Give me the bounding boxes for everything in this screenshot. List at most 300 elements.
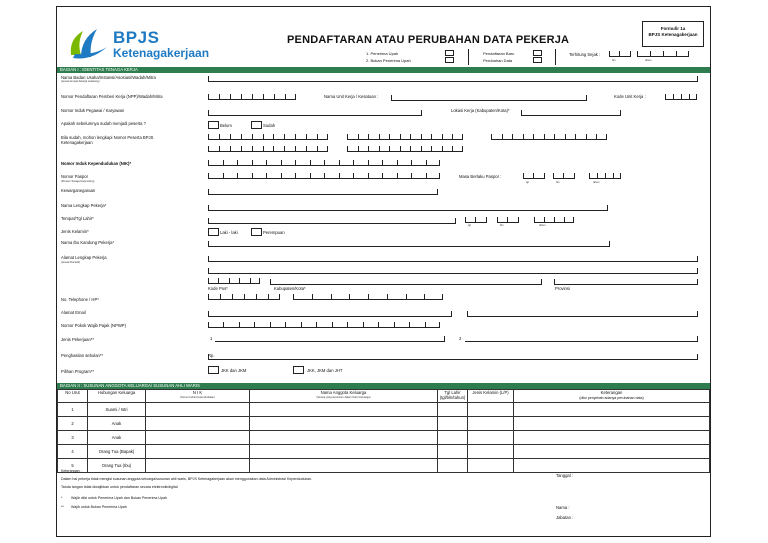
table-row [58,403,710,417]
label-ibu-kandung: Nama Ibu Kandung Pekerja* [61,240,115,245]
segment-tick [368,146,369,151]
segment-tick [347,146,348,151]
row-jenis-kelamin-cell[interactable] [468,431,514,445]
segment-tick [327,146,328,151]
row-nik-cell[interactable] [146,445,250,459]
field-edge [586,95,587,100]
checkbox-jkk-jkm-jht[interactable] [293,366,304,374]
field-edge [208,218,209,223]
segment-tick [512,134,513,139]
field-edge [697,354,698,359]
segment-tick [421,146,422,151]
segment-tick [284,146,285,151]
footer-note1: Wajib diisi untuk Penerima Upah dan Bukan Penerima Upah [71,496,167,500]
masa-bln-field[interactable] [553,174,575,179]
form-code-box [642,21,704,47]
col-nama-sub: (Sesuai yang tercantum dalam Kartu Keluarga) [316,395,371,399]
segment-tick [295,173,296,178]
field-edge [697,279,698,284]
col-nama [250,390,438,403]
email-field-1[interactable] [208,316,452,317]
segment-tick [665,94,666,99]
divider [555,49,556,65]
kewarganegaraan-field[interactable] [208,194,438,195]
checkbox-perempuan[interactable] [251,228,262,236]
rp-prefix: Rp. [208,353,215,358]
row-nama-cell[interactable] [250,417,438,431]
segment-tick [223,160,224,165]
segment-tick [426,173,427,178]
label-jenis-pekerjaan: Jenis Pekerjaan** [61,337,95,342]
label-alamat-sub: (sesuai Domisili) [61,261,81,264]
row-keterangan-cell[interactable] [514,431,710,445]
segment-tick [220,294,221,299]
no-peserta-field-5[interactable] [347,147,463,152]
segment-tick [266,160,267,165]
footer-line2: Tanda tangan tidak diwajibkan untuk pendaftaran secara elektronik/digital [61,485,178,489]
segment-tick [368,134,369,139]
row-nama-cell[interactable] [250,431,438,445]
tempat-lahir-field[interactable] [208,223,456,224]
penghasilan-field[interactable] [208,359,698,360]
segment-tick [310,160,311,165]
kode-unit-field[interactable] [665,95,697,100]
segment-tick [285,94,286,99]
segment-tick [368,160,369,165]
field-edge [609,241,610,246]
segment-tick [252,160,253,165]
segment-tick [379,146,380,151]
label-sudah: Sudah [263,123,276,128]
row-tgl-lahir-cell[interactable] [438,403,468,417]
no-peserta-field-3[interactable] [491,135,607,140]
footer-note2-mark: ** [61,505,64,509]
terhitung-bln-field[interactable] [609,52,631,57]
nama-pekerja-field[interactable] [208,210,608,211]
field-edge [208,241,209,246]
signature-tanggal: Tanggal : [556,473,573,478]
segment-tick [241,94,242,99]
row-nama-cell[interactable] [250,459,438,473]
row-tgl-lahir-cell[interactable] [438,459,468,473]
pekerjaan-2-number: 2 [459,336,462,341]
segment-tick [284,134,285,139]
segment-tick [273,146,274,151]
segment-tick [439,322,440,327]
segment-tick [327,134,328,139]
segment-tick [400,146,401,151]
field-edge [451,311,452,316]
segment-tick [442,146,443,151]
row-hubungan: Suami / Istri [88,403,146,417]
label-npp: Nomor Pendaftaran Pemberi Kerja (NPP)/Wadah/Mitra [61,94,163,99]
segment-tick [229,278,230,283]
segment-tick [232,294,233,299]
checkbox-perubahan-data[interactable] [533,57,542,63]
row-nama-cell[interactable] [250,445,438,459]
col-tgl-lahir: Tgl Lahir (tgl/bln/tahun) [438,390,468,403]
segment-tick [462,134,463,139]
footer-line1: Dalam hal pekerja tidak mengisi susunan anggota keluarga/susunan ahli waris, BPJS Ketenagakerjaan akan menggunakan data Administrasi Kependudukan. [61,477,313,481]
signature-nama: Nama : [556,505,570,510]
field-edge [521,110,522,115]
segment-tick [554,134,555,139]
segment-tick [324,173,325,178]
col-jenis-kelamin: Jenis Kelamin (L/P) [468,390,514,403]
no-peserta-field-4[interactable] [208,147,328,152]
field-edge [208,311,209,316]
label-pernah-peserta: Apakah sebelumnya sudah menjadi peserta ? [61,121,146,126]
segment-tick [301,322,302,327]
segment-tick [295,160,296,165]
segment-tick [230,134,231,139]
footer-note1-mark: * [61,496,63,500]
segment-tick [237,160,238,165]
segment-tick [208,160,209,165]
lahir-tgl-field[interactable] [465,218,487,223]
row-nik-cell[interactable] [146,431,250,445]
provinsi-field[interactable] [554,284,698,285]
segment-tick [263,146,264,151]
row-no: 5 [58,459,88,473]
checkbox-sudah[interactable] [251,121,262,129]
label-provinsi: Provinsi [555,286,570,291]
checkbox-jkk-jkm[interactable] [208,366,219,374]
label-alamat: Alamat Lengkap Pekerja [61,255,107,260]
segment-tick [378,322,379,327]
terhitung-sejak-label: Terhitung Sejak : [569,52,601,57]
segment-tick [596,134,597,139]
segment-tick [252,146,253,151]
segment-tick [431,134,432,139]
tgl-caption: tgl [526,181,529,184]
segment-tick [689,94,690,99]
segment-tick [281,173,282,178]
segment-tick [208,173,209,178]
segment-tick [208,94,209,99]
segment-tick [230,146,231,151]
unit-kerja-field[interactable] [391,100,587,101]
segment-tick [368,173,369,178]
col-nik-label: N I K [192,390,203,395]
segment-tick [239,278,240,283]
row-no: 3 [58,431,88,445]
footer-note2: Wajib untuk Bukan Penerima Upah [71,505,127,509]
col-no-urut: No Urut [58,390,88,403]
segment-tick [382,160,383,165]
segment-tick [317,146,318,151]
masa-tgl-field[interactable] [523,174,545,179]
label-belum: Belum [220,123,232,128]
label-nik: Nomor Induk Kependudukan (NIK)* [61,161,132,166]
segment-tick [410,134,411,139]
row-jenis-kelamin-cell[interactable] [468,445,514,459]
row-hubungan: Orang Tua (Ibu) [88,459,146,473]
segment-tick [208,146,209,151]
field-edge [455,218,456,223]
page-title: PENDAFTARAN ATAU PERUBAHAN DATA PEKERJA [287,34,570,46]
label-laki-laki: Laki - laki [220,230,238,235]
participant-type-options [366,50,411,64]
label-lokasi-kerja: Lokasi Kerja (Kabupaten/Kota)* [451,108,510,113]
kode-pos-field[interactable] [208,279,260,284]
row-nik-cell[interactable] [146,403,250,417]
label-jenis-kelamin: Jenis Kelamin* [61,229,89,234]
field-edge [208,110,209,115]
perusahaan-field[interactable] [208,81,698,82]
field-edge [208,354,209,359]
segment-tick [223,322,224,327]
segment-tick [239,322,240,327]
kabkota-field[interactable] [270,284,542,285]
lahir-bln-field[interactable] [497,218,519,223]
segment-tick [387,294,388,299]
label-npwp: Nomor Pokok Wajib Pajak (NPWP) [61,323,126,328]
segment-tick [263,134,264,139]
alamat-field-1[interactable] [208,261,698,262]
field-edge [270,279,271,284]
field-edge [541,279,542,284]
option-perubahan-data: Perubahan Data [483,58,513,63]
checkbox-pendaftaran-baru[interactable] [533,50,542,56]
row-tgl-lahir-cell[interactable] [438,417,468,431]
section1-title: BAGIAN I : IDENTITAS TENAGA KERJA [57,67,710,73]
segment-tick [331,294,332,299]
alamat-field-2[interactable] [208,273,698,274]
field-edge [697,311,698,316]
segment-tick [270,322,271,327]
label-email: Alamat Email [61,310,86,315]
field-edge [208,268,209,273]
row-keterangan-cell[interactable] [514,459,710,473]
pekerjaan-2-field[interactable] [465,341,698,342]
segment-tick [208,134,209,139]
label-unit-kerja: Nama Unit Kerja / Kesatuan : [324,94,379,99]
segment-tick [358,134,359,139]
segment-tick [347,322,348,327]
row-jenis-kelamin-cell[interactable] [468,417,514,431]
row-nik-cell[interactable] [146,459,250,473]
signature-jabatan: Jabatan : [556,515,574,520]
label-kode-pos: Kode Pos* [208,286,228,291]
form-code: Formulir 1a [660,26,686,31]
segment-tick [218,278,219,283]
segment-tick [452,146,453,151]
terhitung-tahun-field[interactable] [637,52,689,57]
segment-tick [293,294,294,299]
bpjs-logo [67,25,237,65]
tahun-caption: tahun [593,181,600,184]
segment-tick [502,134,503,139]
field-edge [208,76,209,81]
no-peserta-field-2[interactable] [347,135,463,140]
segment-tick [439,173,440,178]
segment-tick [241,134,242,139]
field-edge [607,205,608,210]
ibu-kandung-field[interactable] [208,246,610,247]
row-nik-cell[interactable] [146,417,250,431]
row-hubungan: Orang Tua (Bapak) [88,445,146,459]
segment-tick [439,160,440,165]
checkbox-bukan-penerima-upah[interactable] [445,57,454,63]
segment-tick [397,173,398,178]
segment-tick [208,278,209,283]
footer-keterangan: Keterangan : [61,469,82,473]
segment-tick [565,134,566,139]
field-edge [437,189,438,194]
segment-tick [409,322,410,327]
row-jenis-kelamin-cell[interactable] [468,403,514,417]
segment-tick [263,94,264,99]
segment-tick [431,146,432,151]
segment-tick [208,294,209,299]
segment-tick [575,134,576,139]
row-no: 4 [58,445,88,459]
lokasi-kerja-field[interactable] [521,115,621,116]
checkbox-penerima-upah[interactable] [445,50,454,56]
paspor-field[interactable] [208,174,440,179]
bln-caption: bln [500,224,504,227]
row-tgl-lahir-cell[interactable] [438,431,468,445]
segment-tick [274,94,275,99]
segment-tick [252,173,253,178]
segment-tick [673,94,674,99]
segment-tick [406,294,407,299]
segment-tick [324,160,325,165]
segment-tick [317,134,318,139]
field-edge [421,110,422,115]
segment-tick [259,278,260,283]
segment-tick [425,322,426,327]
row-keterangan-cell[interactable] [514,445,710,459]
segment-tick [266,173,267,178]
table-row [58,417,710,431]
segment-tick [397,160,398,165]
segment-tick [285,322,286,327]
segment-tick [544,134,545,139]
segment-tick [368,294,369,299]
label-telepon: No. Telephone / HP* [61,297,99,302]
row-keterangan-cell[interactable] [514,403,710,417]
checkbox-laki-laki[interactable] [208,228,219,236]
field-edge [208,189,209,194]
nik-field[interactable] [208,161,440,166]
segment-tick [349,294,350,299]
lahir-tahun-field[interactable] [534,218,574,223]
bln-caption: bln [556,181,560,184]
segment-tick [421,134,422,139]
row-nama-cell[interactable] [250,403,438,417]
label-no-peserta: Bila sudah, mohon lengkapi Nomor Peserta BPJS Ketenagakerjaan [61,135,154,145]
field-edge [208,205,209,210]
tgl-caption: tgl [468,224,471,227]
segment-tick [316,322,317,327]
segment-tick [219,146,220,151]
row-no: 1 [58,403,88,417]
segment-tick [382,173,383,178]
segment-tick [310,173,311,178]
label-masa-berlaku: Masa Berlaku Paspor : [459,174,502,179]
segment-tick [411,173,412,178]
masa-tahun-field[interactable] [589,174,621,179]
email-field-2[interactable] [467,316,698,317]
segment-tick [410,146,411,151]
segment-tick [312,294,313,299]
label-kode-unit: Kode Unit Kerja : [614,94,646,99]
no-peserta-field-1[interactable] [208,135,328,140]
row-keterangan-cell[interactable] [514,417,710,431]
row-jenis-kelamin-cell[interactable] [468,459,514,473]
section2-title: BAGIAN II : SUSUNAN ANGGOTA KELUARGA/ SUSUNAN AHLI WARIS [57,383,710,389]
field-edge [697,268,698,273]
row-no: 2 [58,417,88,431]
segment-tick [295,146,296,151]
field-edge [554,279,555,284]
segment-tick [230,94,231,99]
checkbox-belum[interactable] [208,121,219,129]
segment-tick [389,134,390,139]
segment-tick [250,278,251,283]
segment-tick [281,160,282,165]
brand-subname: Ketenagakerjaan [113,46,210,60]
segment-tick [379,134,380,139]
telepon-field-1[interactable] [208,295,280,300]
field-edge [444,336,445,341]
row-hubungan: Anak [88,431,146,445]
table-row [58,445,710,459]
segment-tick [424,294,425,299]
segment-tick [462,146,463,151]
segment-tick [411,160,412,165]
segment-tick [273,134,274,139]
label-jkk-jkm-jht: JKK, JKM dan JHT [307,368,343,373]
col-keterangan-sub: (diisi penyebab adanya perubahan data) [579,395,644,400]
bln-caption: bln [612,59,616,62]
segment-tick [237,173,238,178]
segment-tick [241,146,242,151]
segment-tick [208,322,209,327]
brand-name: BPJS [113,28,160,47]
family-table [57,389,710,473]
row-tgl-lahir-cell[interactable] [438,445,468,459]
pekerjaan-1-number: 1 [210,336,213,341]
bpjs-logo-icon [67,25,111,61]
field-edge [697,336,698,341]
segment-tick [533,134,534,139]
label-perusahaan: Nama Badan Usaha/Instansi/Asosiasi/Wadah/Mitra [61,75,156,80]
npp-field[interactable] [208,95,296,100]
label-kewarganegaraan: Kewarganegaraan [61,188,96,193]
segment-tick [268,294,269,299]
telepon-field-2[interactable] [293,295,443,300]
row-hubungan: Anak [88,417,146,431]
nik-pegawai-field[interactable] [208,115,422,116]
registration-form [56,6,711,537]
pekerjaan-1-field[interactable] [215,341,445,342]
segment-tick [223,173,224,178]
label-ttl: Tempat/Tgl Lahir* [61,216,94,221]
label-pilihan-program: Pilihan Program** [61,369,95,374]
segment-tick [442,134,443,139]
segment-tick [353,173,354,178]
col-keterangan-label: Keterangan [600,390,623,395]
segment-tick [332,322,333,327]
tahun-caption: tahun [539,224,546,227]
col-nik-sub: (Nomor Induk Kependudukan) [180,395,215,399]
label-paspor-sub: (Khusus Tenaga Kerja Asing) [61,180,95,183]
npwp-field[interactable] [208,323,440,328]
segment-tick [452,134,453,139]
